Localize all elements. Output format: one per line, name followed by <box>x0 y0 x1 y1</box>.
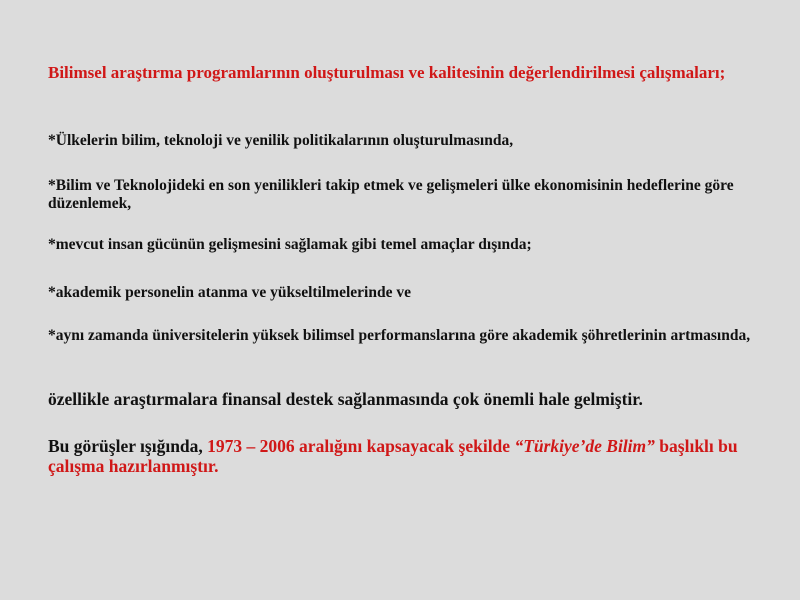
bullet-item: *mevcut insan gücünün gelişmesini sağlamak gibi temel amaçlar dışında; <box>48 236 532 253</box>
slide-heading: Bilimsel araştırma programlarının oluşturulması ve kalitesinin değerlendirilmesi çalışmaları; <box>48 63 726 82</box>
conclusion-period: 1973 – 2006 aralığını kapsayacak şekilde <box>207 436 515 456</box>
bullet-item: *Ülkelerin bilim, teknoloji ve yenilik politikalarının oluşturulmasında, <box>48 132 514 149</box>
conclusion-intro: Bu görüşler ışığında, <box>48 436 208 456</box>
conclusion-text <box>48 436 768 476</box>
bullet-item: *Bilim ve Teknolojideki en son yenilikleri takip etmek ve gelişmeleri ülke ekonomisinin hedeflerine göre düzenlemek, <box>48 177 734 212</box>
conclusion-ending: başlıklı bu çalışma hazırlanmıştır. <box>48 436 738 476</box>
conclusion-title: “Türkiye’de Bilim” <box>514 436 655 456</box>
summary-text: özellikle araştırmalara finansal destek sağlanmasında çok önemli hale gelmiştir. <box>48 389 643 409</box>
bullet-item: *aynı zamanda üniversitelerin yüksek bilimsel performanslarına göre akademik şöhretlerinin artmasında, <box>48 327 751 344</box>
bullet-item: *akademik personelin atanma ve yükseltilmelerinde ve <box>48 284 411 301</box>
